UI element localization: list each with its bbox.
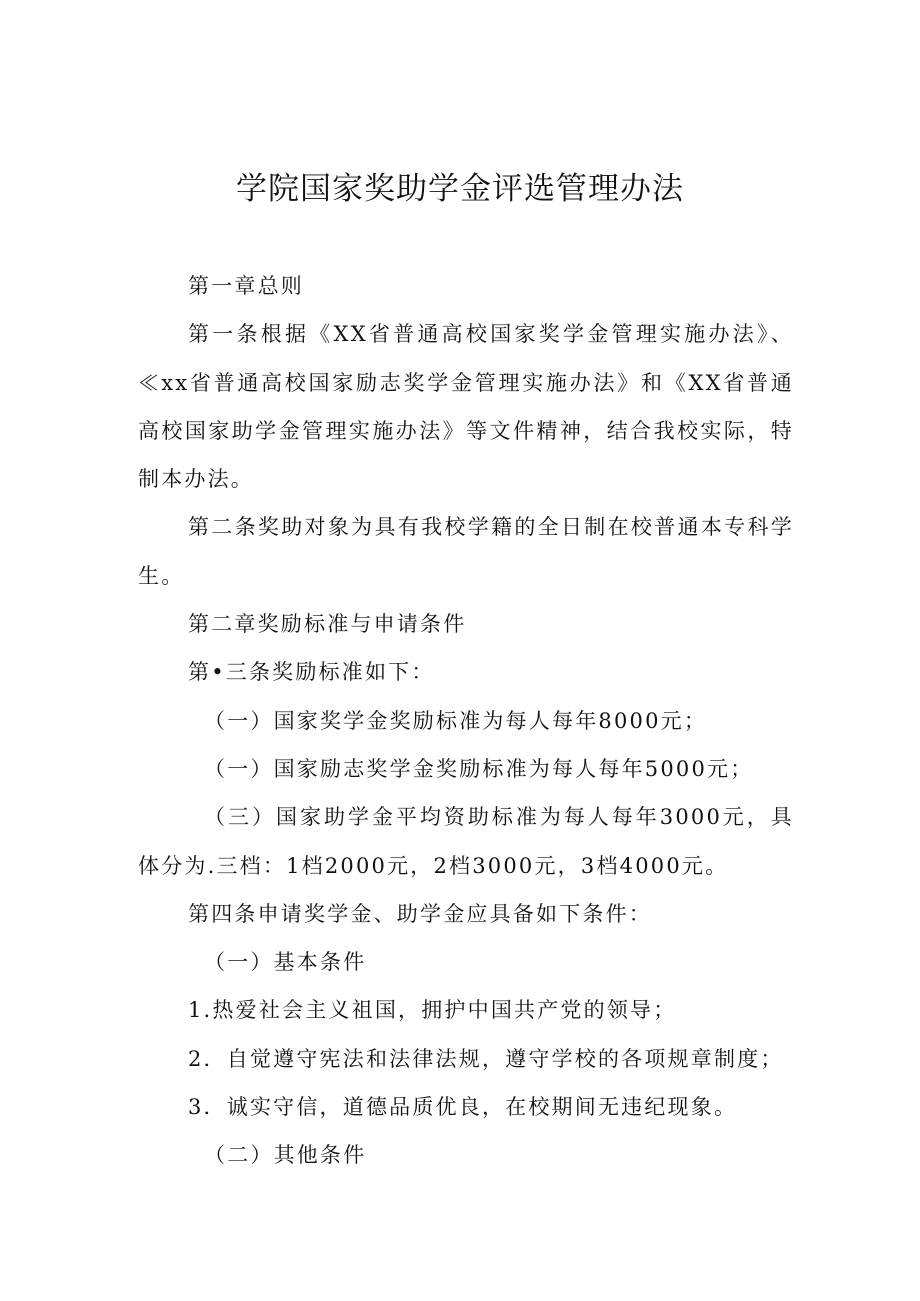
list-item: （一）国家奖学金奖励标准为每人每年8000元； <box>204 708 708 733</box>
article-paragraph: 第•三条奖励标准如下： <box>188 660 435 685</box>
chapter-heading: 第二章奖励标准与申请条件 <box>188 612 467 637</box>
article-paragraph: 第四条申请奖学金、助学金应具备如下条件： <box>188 901 652 926</box>
article-paragraph: 第二条奖助对象为具有我校学籍的全日制在校普通本专科学生。 <box>138 515 794 588</box>
article-paragraph: 第一条根据《XX省普通高校国家奖学金管理实施办法》、≪xx省普通高校国家励志奖学金管理实施办法》和《XX省普通高校国家助学金管理实施办法》等文件精神，结合我校实际，特制本办法。 <box>138 322 794 492</box>
list-item: （一）国家励志奖学金奖励标准为每人每年5000元； <box>204 756 754 781</box>
list-item: （一）基本条件 <box>204 950 367 975</box>
document-body <box>138 262 794 1180</box>
list-item: 1.热爱社会主义祖国，拥护中国共产党的领导； <box>188 998 677 1023</box>
document-title: 学院国家奖助学金评选管理办法 <box>236 171 684 207</box>
list-item: （二）其他条件 <box>204 1143 367 1168</box>
list-item: （三）国家助学金平均资助标准为每人每年3000元，具体分为.三档：1档2000元，2档3000元，3档4000元。 <box>138 805 794 878</box>
list-item: 2．自觉遵守宪法和法律法规，遵守学校的各项规章制度； <box>188 1046 784 1071</box>
list-item: 3．诚实守信，道德品质优良，在校期间无违纪现象。 <box>188 1095 738 1120</box>
chapter-heading: 第一章总则 <box>188 274 304 298</box>
